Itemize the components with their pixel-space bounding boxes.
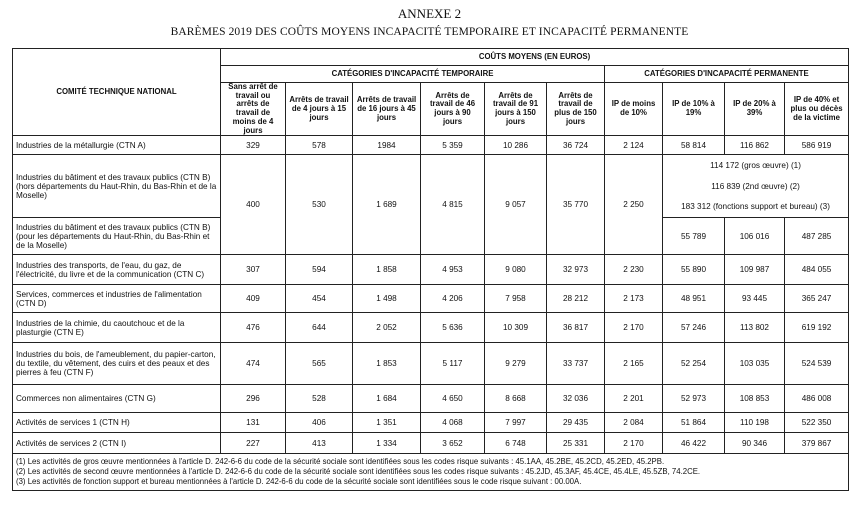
cell-value: 1 351 [353,413,421,433]
cell-value: 406 [286,413,353,433]
cell-value: 4 815 [421,155,485,255]
cell-value: 4 206 [421,285,485,313]
cell-value: 476 [221,313,286,343]
cell-value: 33 737 [547,343,605,385]
cell-value: 8 668 [485,385,547,413]
footnote-1: (1) Les activités de gros œuvre mentionnées à l'article D. 242-6-6 du code de la sécurité sociale sont identifiées sous les codes risque suivants : 45.1AA, 45.2BE, 45.2CD, 45.2ED, 45.2PB. [16,457,665,467]
cell-value: 35 770 [547,155,605,255]
cell-value: 1 498 [353,285,421,313]
cell-value: 5 636 [421,313,485,343]
cell-value: 2 052 [353,313,421,343]
row-label: Activités de services 2 (CTN I) [13,433,221,454]
cell-value: 2 201 [605,385,663,413]
cell-value: 1 853 [353,343,421,385]
cell-value: 51 864 [663,413,725,433]
cell-value: 58 814 [663,136,725,155]
row-label: Activités de services 1 (CTN H) [13,413,221,433]
cell-value: 586 919 [785,136,849,155]
column-header: IP de moins de 10% [605,83,663,136]
cell-value: 1 684 [353,385,421,413]
cell-value: 2 165 [605,343,663,385]
cell-value: 2 124 [605,136,663,155]
cell-value: 113 802 [725,313,785,343]
cell-value: 36 817 [547,313,605,343]
footnotes [13,454,849,491]
cell-value: 93 445 [725,285,785,313]
cell-value: 110 198 [725,413,785,433]
cell-value: 29 435 [547,413,605,433]
header-perm-category: CATÉGORIES D'INCAPACITÉ PERMANENTE [605,66,849,83]
column-header: Sans arrêt de travail ou arrêts de travail de moins de 4 jours [221,83,286,136]
column-header: IP de 40% et plus ou décès de la victime [785,83,849,136]
cell-value: 644 [286,313,353,343]
cell-value: 413 [286,433,353,454]
cell-value: 365 247 [785,285,849,313]
cell-value: 2 250 [605,155,663,255]
cell-value: 46 422 [663,433,725,454]
cell-value: 57 246 [663,313,725,343]
cell-value: 486 008 [785,385,849,413]
cell-value: 36 724 [547,136,605,155]
cell-value: 227 [221,433,286,454]
cell-value: 4 650 [421,385,485,413]
notes-row [13,454,849,491]
cell-value: 2 173 [605,285,663,313]
cell-value: 114 172 (gros œuvre) (1) [663,155,849,176]
row-label: Industries du bâtiment et des travaux publics (CTN B) (hors départements du Haut-Rhin, du Bas-Rhin et de la Moselle) [13,155,221,218]
cell-value: 32 036 [547,385,605,413]
table-row [13,155,849,176]
cell-value: 108 853 [725,385,785,413]
cell-value: 454 [286,285,353,313]
cell-value: 329 [221,136,286,155]
annex-label: ANNEXE 2 [397,6,462,21]
column-header: IP de 10% à 19% [663,83,725,136]
cell-value: 9 080 [485,255,547,285]
column-header: Arrêts de travail de 16 jours à 45 jours [353,83,421,136]
cell-value: 28 212 [547,285,605,313]
cell-value: 484 055 [785,255,849,285]
cell-value: 7 997 [485,413,547,433]
column-header: IP de 20% à 39% [725,83,785,136]
cell-value: 528 [286,385,353,413]
cell-value: 55 789 [663,218,725,255]
cell-value: 594 [286,255,353,285]
cell-value: 52 973 [663,385,725,413]
cell-value: 296 [221,385,286,413]
cell-value: 2 084 [605,413,663,433]
cell-value: 48 951 [663,285,725,313]
document-title: BARÈMES 2019 DES COÛTS MOYENS INCAPACITÉ TEMPORAIRE ET INCAPACITÉ PERMANENTE [170,26,689,38]
header-costs: COÛTS MOYENS (EN EUROS) [221,49,849,66]
cell-value: 106 016 [725,218,785,255]
cell-value: 7 958 [485,285,547,313]
cell-value: 32 973 [547,255,605,285]
column-header: Arrêts de travail de 91 jours à 150 jours [485,83,547,136]
column-header: Arrêts de travail de 4 jours à 15 jours [286,83,353,136]
cell-value: 1 334 [353,433,421,454]
cell-value: 474 [221,343,286,385]
cell-value: 379 867 [785,433,849,454]
table-row [13,313,849,343]
cell-value: 307 [221,255,286,285]
column-header: Arrêts de travail de plus de 150 jours [547,83,605,136]
cost-table [12,48,849,491]
cell-value: 9 279 [485,343,547,385]
row-label: Industries du bâtiment et des travaux publics (CTN B) (pour les départements du Haut-Rhin, du Bas-Rhin et de la Moselle) [13,218,221,255]
footnote-3: (3) Les activités de fonction support et bureau mentionnées à l'article D. 242-6-6 du code de la sécurité sociale sont identifiées sous le code risque suivant : 00.00A. [16,477,582,487]
cell-value: 9 057 [485,155,547,255]
row-label: Industries des transports, de l'eau, du gaz, de l'électricité, du livre et de la communication (CTN C) [13,255,221,285]
table-row [13,285,849,313]
table-row [13,433,849,454]
cell-value: 1984 [353,136,421,155]
row-label: Industries du bois, de l'ameublement, du papier-carton, du textile, du vêtement, des cuirs et des peaux et des pierres à feu (CTN F) [13,343,221,385]
cell-value: 409 [221,285,286,313]
cell-value: 103 035 [725,343,785,385]
table-row [13,385,849,413]
cell-value: 619 192 [785,313,849,343]
cell-value: 1 858 [353,255,421,285]
cell-value: 116 839 (2nd œuvre) (2) [663,176,849,197]
cell-value: 522 350 [785,413,849,433]
header-committee: COMITÉ TECHNIQUE NATIONAL [13,49,221,136]
cell-value: 25 331 [547,433,605,454]
table-row [13,413,849,433]
table-row [13,343,849,385]
cell-value: 524 539 [785,343,849,385]
cell-value: 131 [221,413,286,433]
cell-value: 1 689 [353,155,421,255]
cell-value: 2 230 [605,255,663,285]
cell-value: 116 862 [725,136,785,155]
row-label: Services, commerces et industries de l'alimentation (CTN D) [13,285,221,313]
header-temp-category: CATÉGORIES D'INCAPACITÉ TEMPORAIRE [221,66,605,83]
column-header: Arrêts de travail de 46 jours à 90 jours [421,83,485,136]
cell-value: 52 254 [663,343,725,385]
cell-value: 90 346 [725,433,785,454]
cell-value: 6 748 [485,433,547,454]
cell-value: 578 [286,136,353,155]
footnote-2: (2) Les activités de second œuvre mentionnées à l'article D. 242-6-6 du code de la sécurité sociale sont identifiées sous les codes risque suivants : 45.2JD, 45.3AF, 45.4CE, 45.4LE, 45.5ZB, 74.2CE. [16,467,701,477]
cell-value: 530 [286,155,353,255]
cell-value: 2 170 [605,313,663,343]
cell-value: 4 953 [421,255,485,285]
cell-value: 2 170 [605,433,663,454]
cell-value: 10 309 [485,313,547,343]
row-label: Commerces non alimentaires (CTN G) [13,385,221,413]
cell-value: 3 652 [421,433,485,454]
cell-value: 400 [221,155,286,255]
cell-value: 4 068 [421,413,485,433]
table-row [13,136,849,155]
row-label: Industries de la chimie, du caoutchouc et de la plasturgie (CTN E) [13,313,221,343]
cell-value: 183 312 (fonctions support et bureau) (3) [663,197,849,218]
cell-value: 487 285 [785,218,849,255]
cell-value: 5 359 [421,136,485,155]
table-row [13,255,849,285]
cell-value: 109 987 [725,255,785,285]
cell-value: 55 890 [663,255,725,285]
cell-value: 5 117 [421,343,485,385]
cell-value: 10 286 [485,136,547,155]
cell-value: 565 [286,343,353,385]
row-label: Industries de la métallurgie (CTN A) [13,136,221,155]
